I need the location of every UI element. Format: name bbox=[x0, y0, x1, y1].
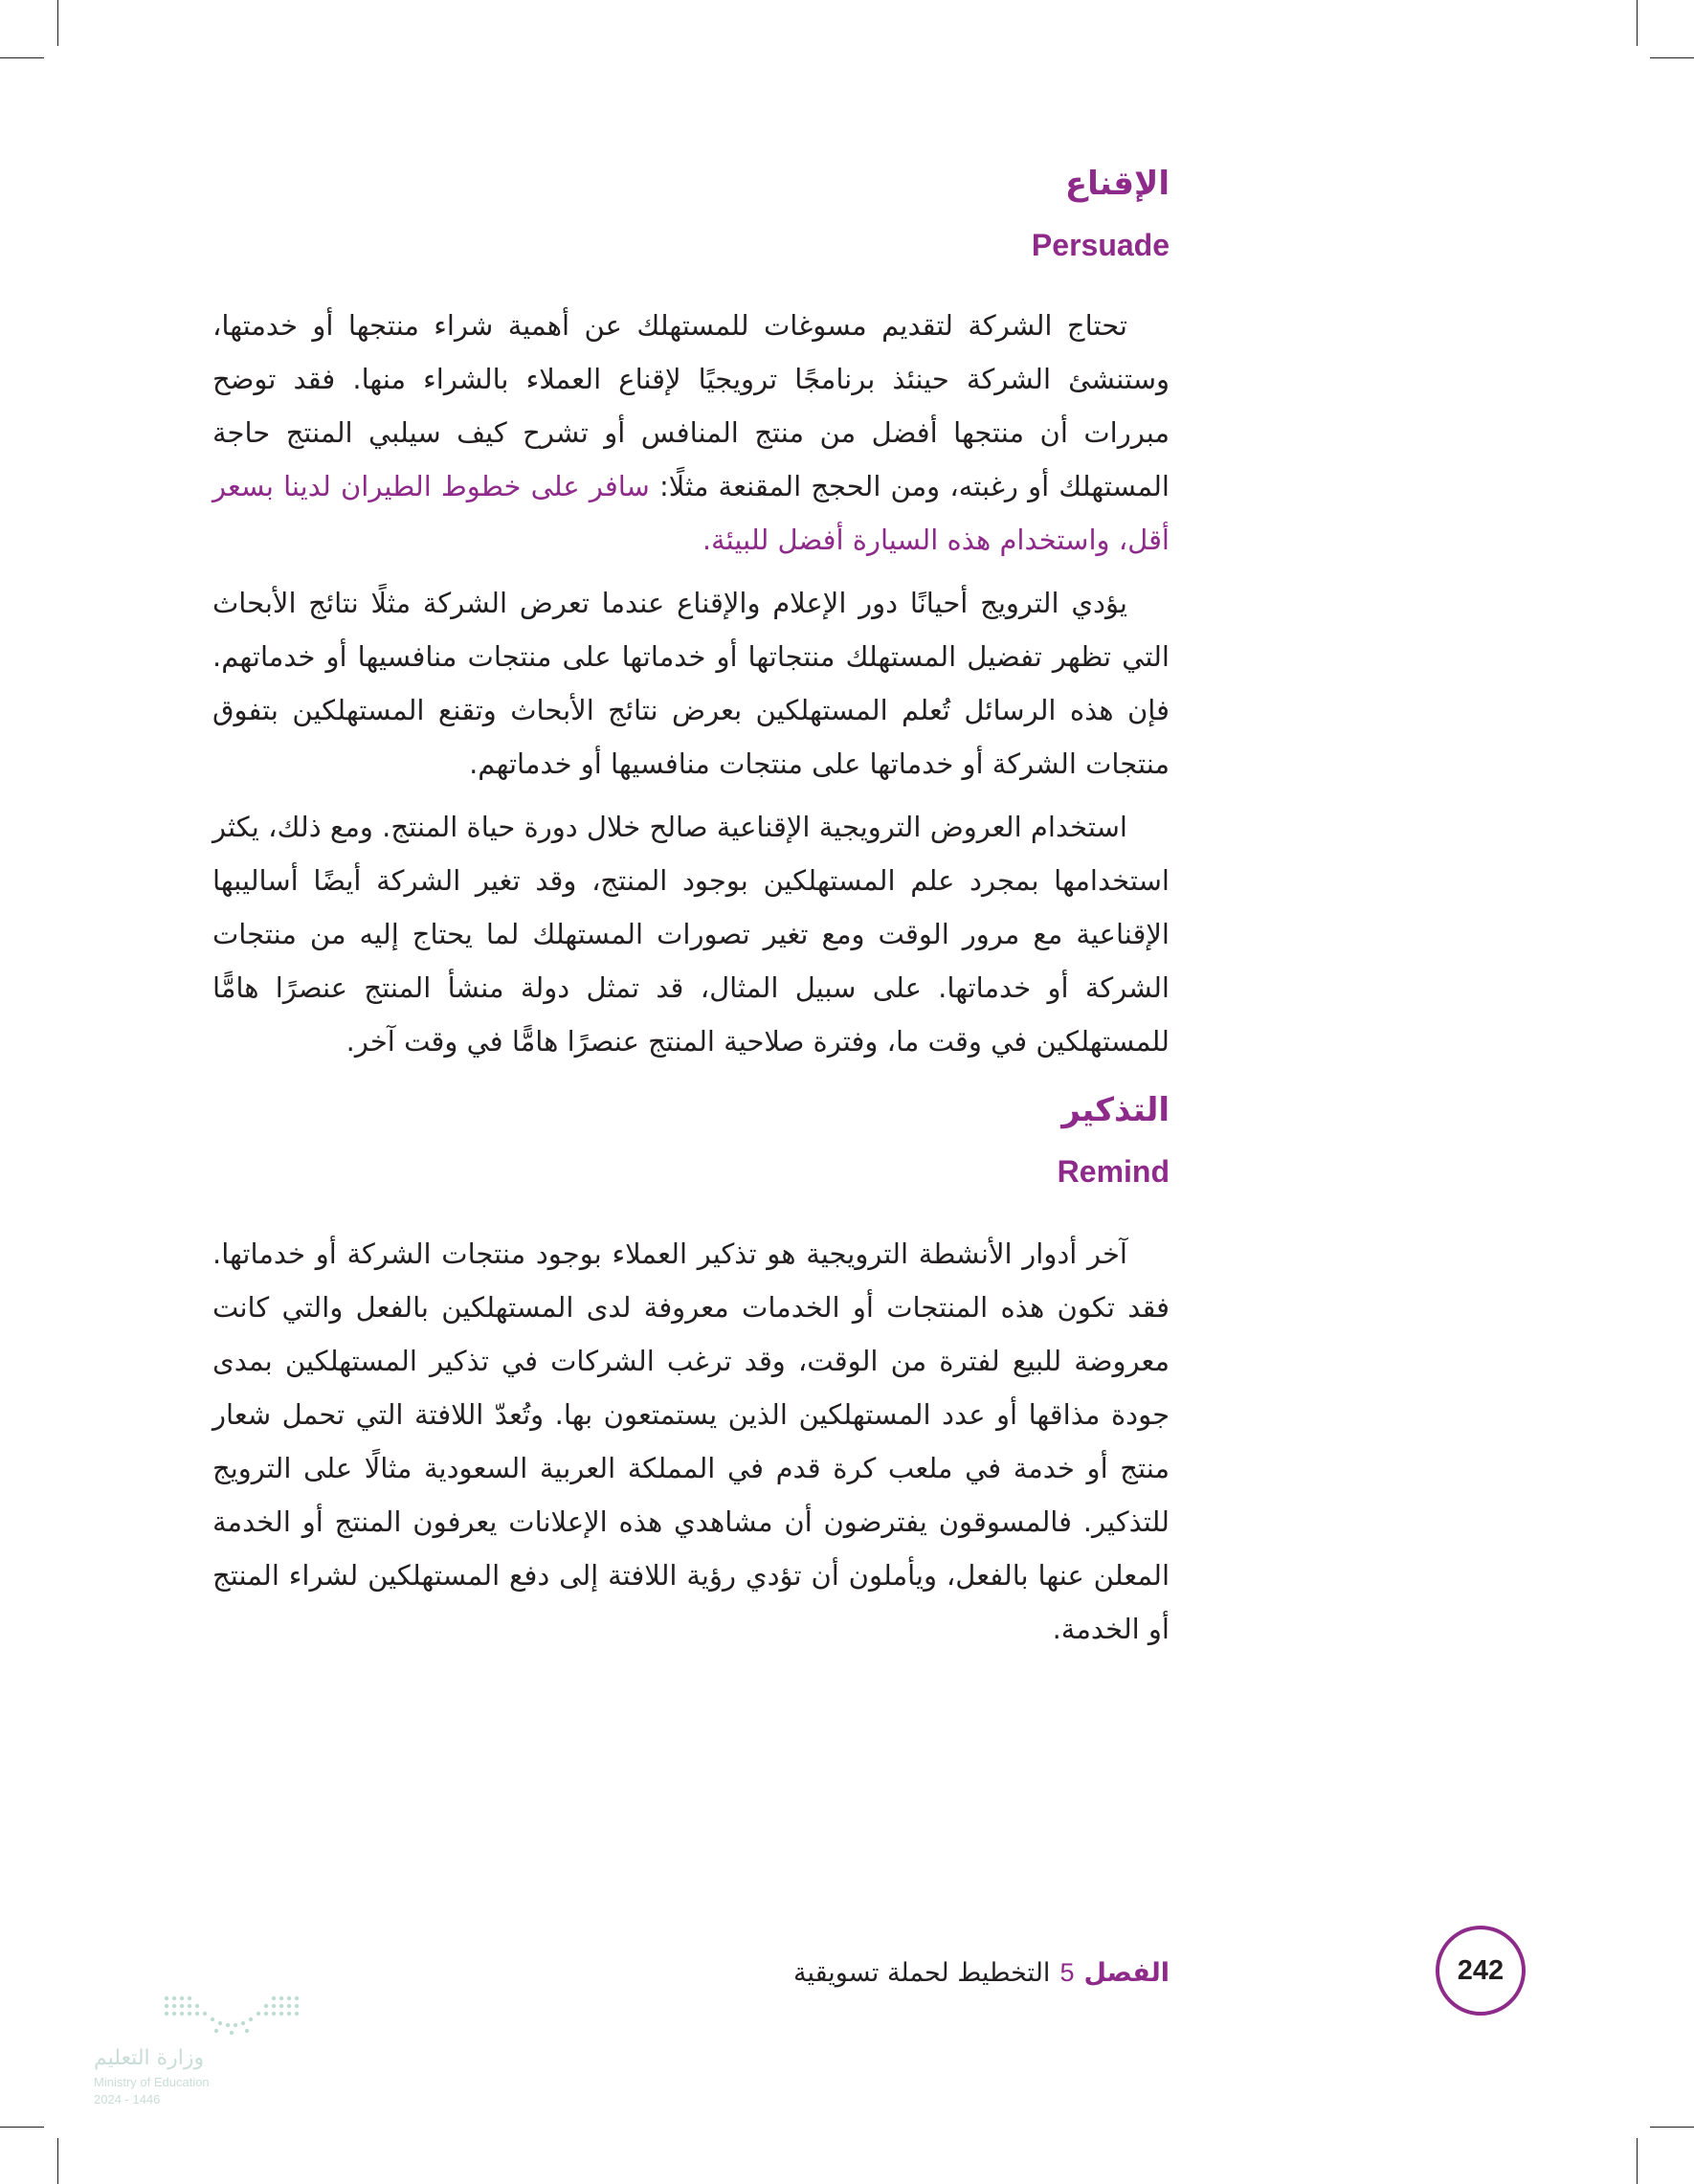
example-highlight: سافر على خطوط الطيران لدينا بسعر أقل، واستخدام هذه السيارة أفضل للبيئة. bbox=[212, 470, 1170, 556]
section-title-remind-en: Remind bbox=[1057, 1154, 1170, 1189]
chapter-title: التخطيط لحملة تسويقية bbox=[793, 1958, 1051, 1988]
section-title-remind-ar: التذكير bbox=[1061, 1091, 1170, 1129]
crop-mark bbox=[0, 57, 44, 58]
ministry-logo bbox=[94, 1985, 314, 2128]
page-number: 242 bbox=[1436, 1926, 1526, 2016]
section-remind-body bbox=[212, 1227, 1170, 1656]
crop-mark bbox=[0, 2127, 44, 2128]
paragraph: يؤدي الترويج أحيانًا دور الإعلام والإقناع عندما تعرض الشركة مثلًا نتائج الأبحاث التي تظهر تفضيل المستهلك منتجاتها أو خدماتها على منتجات منافسيها أو خدماتهم. فإن هذه الرسائل تُعلم المستهلكين بعرض نتائج الأبحاث وتقنع المستهلكين بتفوق منتجات الشركة أو خدماتها على منتجات منافسيها أو خدماتهم. bbox=[212, 587, 1170, 780]
crop-mark bbox=[57, 0, 58, 46]
crop-mark bbox=[1637, 2138, 1638, 2184]
crop-mark bbox=[1637, 0, 1638, 46]
crop-mark bbox=[57, 2138, 58, 2184]
paragraph bbox=[212, 299, 1170, 567]
chapter-number: 5 bbox=[1059, 1958, 1075, 1987]
paragraph: استخدام العروض الترويجية الإقناعية صالح خلال دورة حياة المنتج. ومع ذلك، يكثر استخدامها بمجرد علم المستهلكين بوجود المنتج، وقد تغير الشركة أيضًا أساليبها الإقناعية مع مرور الوقت ومع تغير تصورات المستهلك لما يحتاج إليه من منتجات الشركة أو خدماتها. على سبيل المثال، قد تمثل دولة منشأ المنتج عنصرًا هامًّا للمستهلكين في وقت ما، وفترة صلاحية المنتج عنصرًا هامًّا في وقت آخر. bbox=[212, 811, 1170, 1058]
section-title-persuade-en: Persuade bbox=[1031, 228, 1170, 262]
paragraph-text: تحتاج الشركة لتقديم مسوغات للمستهلك عن أهمية شراء منتجها أو خدمتها، وستنشئ الشركة حينئذ برنامجًا ترويجيًا لإقناع العملاء بالشراء منها. فقد توضح مبررات أن منتجها أفضل من منتج المنافس أو تشرح كيف سيلبي المنتج حاجة المستهلك أو رغبته، ومن الحجج المقنعة مثلًا: bbox=[212, 309, 1170, 502]
crop-mark bbox=[1650, 2127, 1694, 2128]
chapter-label: الفصل bbox=[1083, 1958, 1170, 1988]
section-persuade-body bbox=[212, 299, 1170, 1068]
crop-mark bbox=[1650, 57, 1694, 58]
section-title-persuade-ar: الإقناع bbox=[1064, 165, 1170, 203]
logo-dots-icon bbox=[163, 1993, 306, 2035]
logo-year: 2024 - 1446 bbox=[94, 2092, 161, 2106]
logo-name-ar: وزارة التعليم bbox=[94, 2046, 205, 2070]
chapter-footer bbox=[793, 1958, 1170, 1988]
logo-name-en: Ministry of Education bbox=[94, 2075, 210, 2089]
paragraph: آخر أدوار الأنشطة الترويجية هو تذكير العملاء بوجود منتجات الشركة أو خدماتها. فقد تكون هذه المنتجات أو الخدمات معروفة لدى المستهلكين بالفعل والتي كانت معروضة للبيع لفترة من الوقت، وقد ترغب الشركات في تذكير المستهلكين بمدى جودة مذاقها أو عدد المستهلكين الذين يستمتعون بها. وتُعدّ اللافتة التي تحمل شعار منتج أو خدمة في ملعب كرة قدم في المملكة العربية السعودية مثالًا على الترويج للتذكير. فالمسوقون يفترضون أن مشاهدي هذه الإعلانات يعرفون المنتج أو الخدمة المعلن عنها بالفعل، ويأملون أن تؤدي رؤية اللافتة إلى دفع المستهلكين لشراء المنتج أو الخدمة. bbox=[212, 1237, 1170, 1645]
